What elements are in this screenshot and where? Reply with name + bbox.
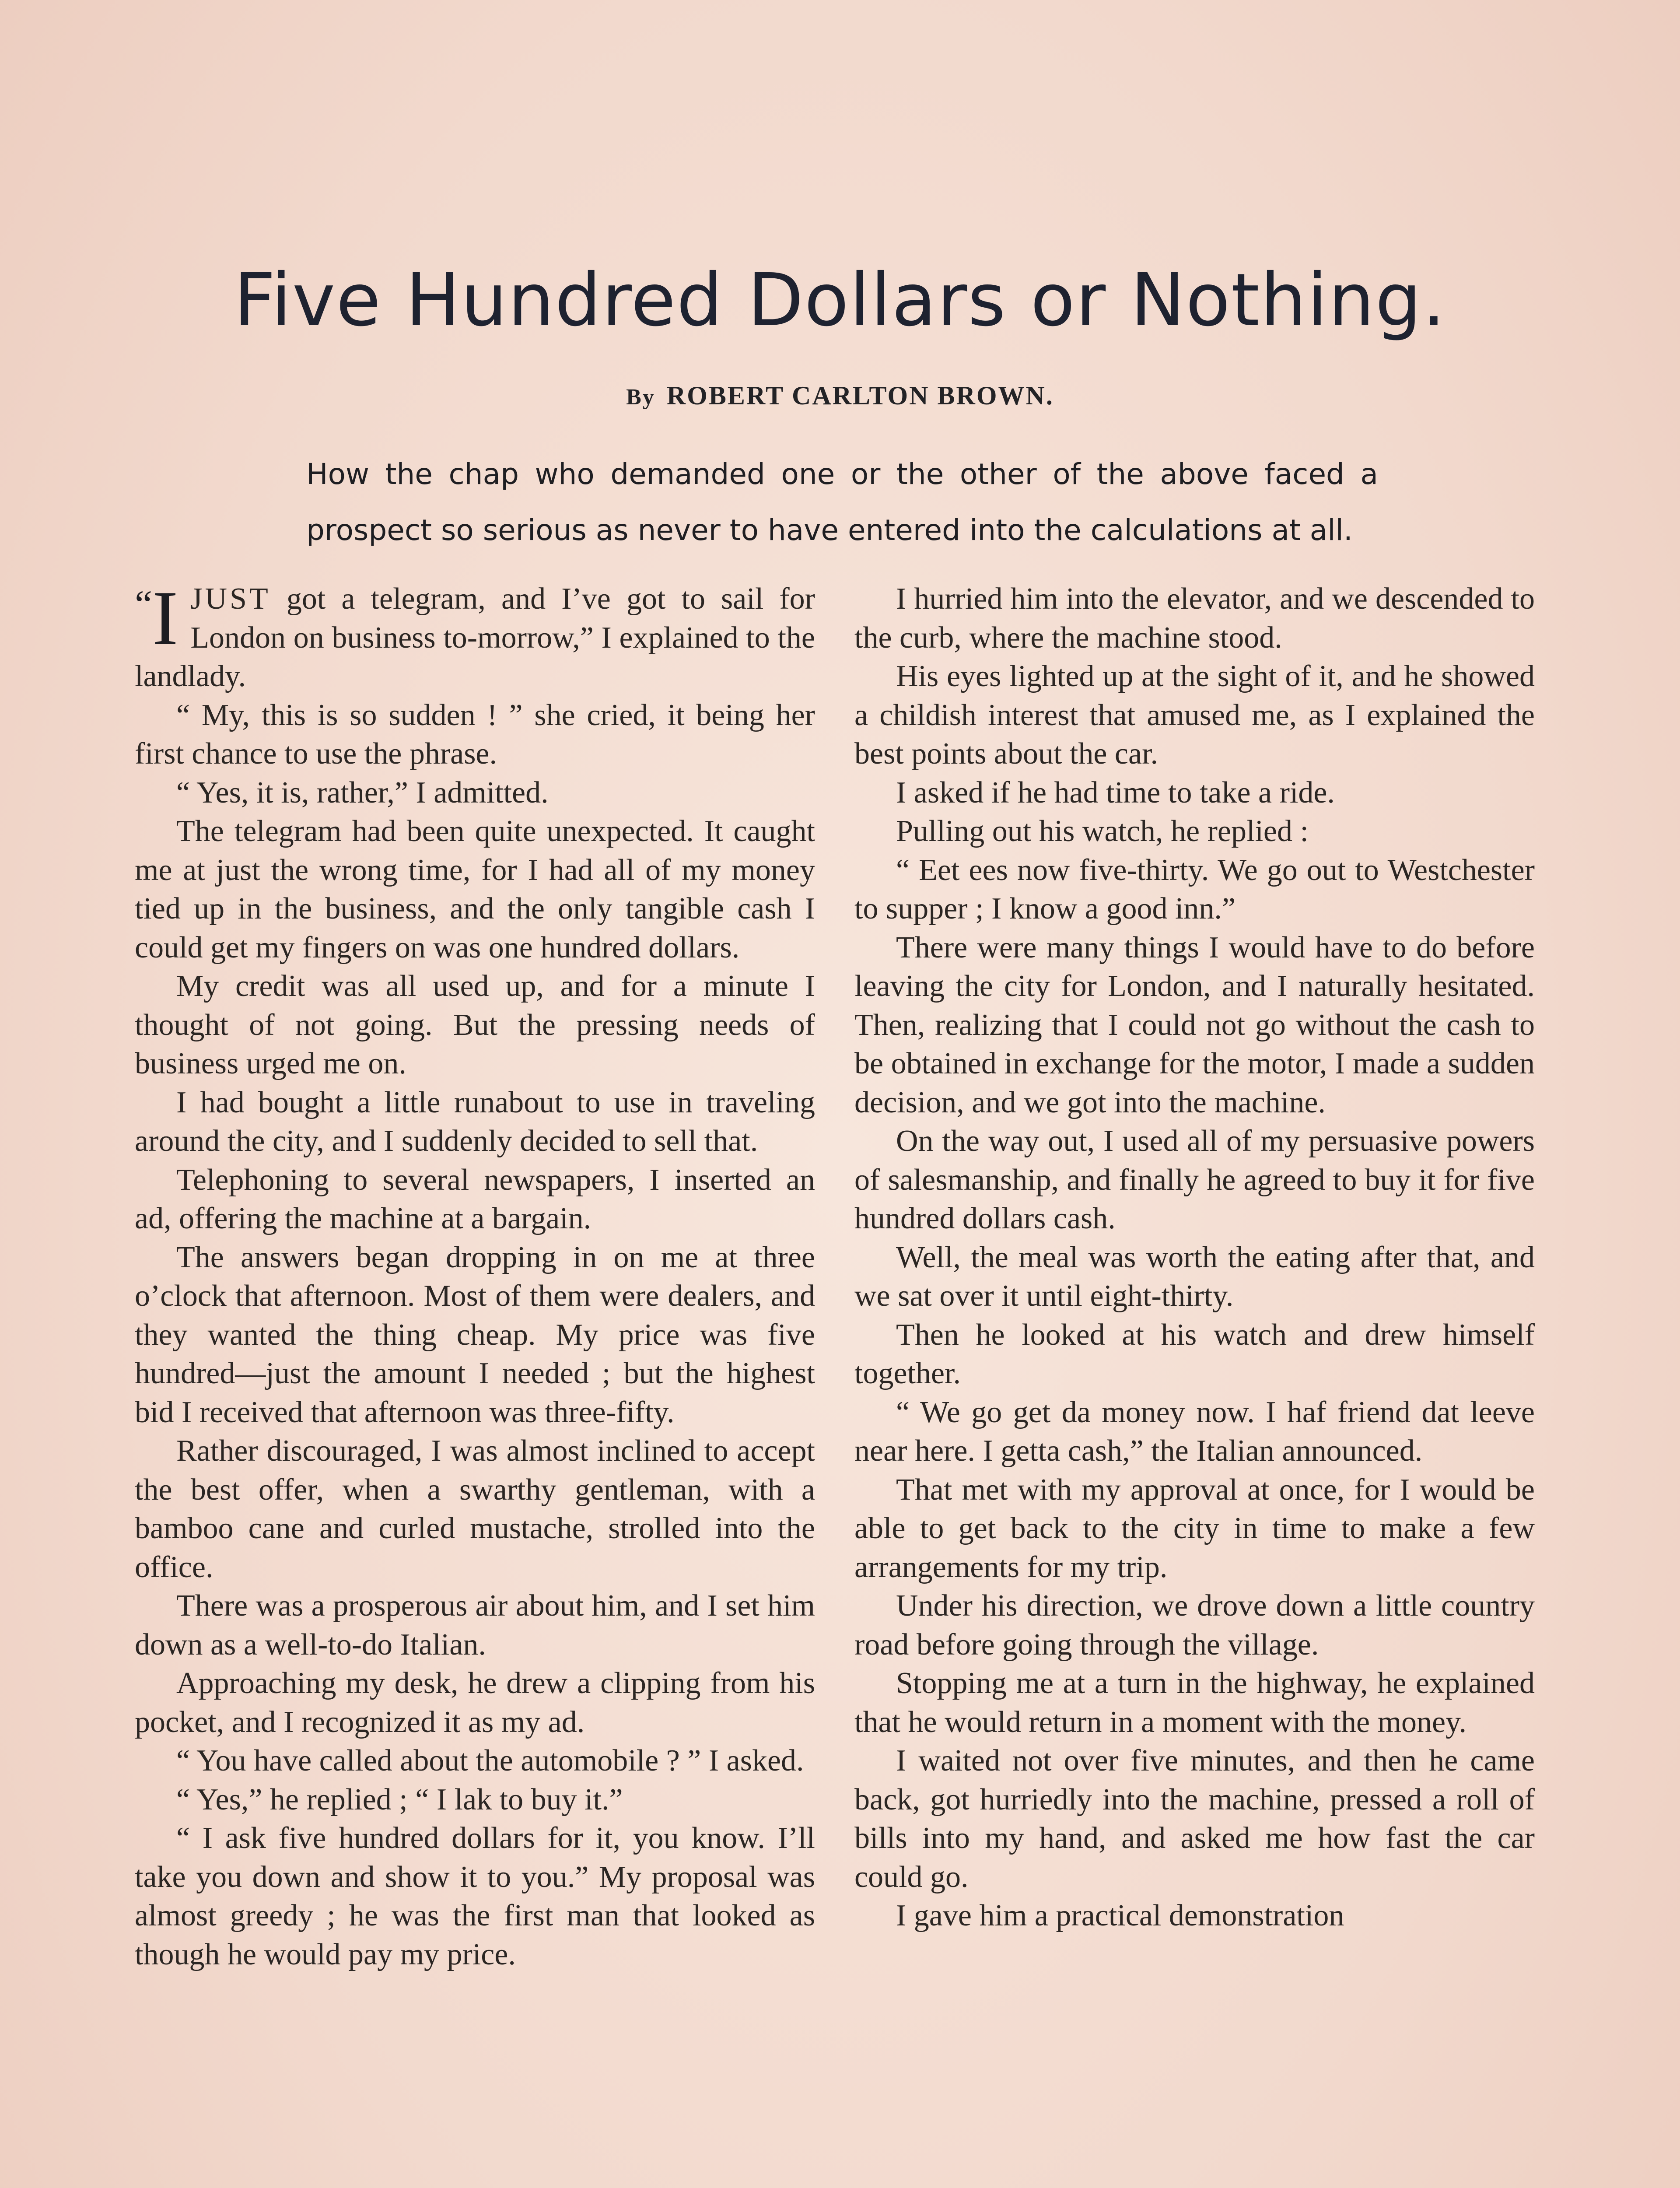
paragraph: “ Yes,” he replied ; “ I lak to buy it.” [176, 1782, 623, 1816]
byline-prefix: By [626, 385, 655, 410]
paragraph: I asked if he had time to take a ride. [896, 775, 1335, 810]
opening-text: got a telegram, and I’ve got to sail for London on business to-morrow,” I explained to the landlady. [135, 582, 815, 693]
article-deck: How the chap who demanded one or the other of the above faced a prospect so serious as never to have entered into the calculations at all. [306, 457, 1378, 547]
paragraph: Stopping me at a turn in the highway, he explained that he would return in a moment with the money. [854, 1666, 1535, 1739]
paragraph: Approaching my desk, he drew a clipping from his pocket, and I recognized it as my ad. [135, 1666, 815, 1739]
paragraph: The answers began dropping in on me at three o’clock that afternoon. Most of them were dealers, and they wanted the thing cheap. My price was five hundred—just the amount I needed ; but the highest bid I received that afternoon was three-fifty. [135, 1240, 815, 1429]
paragraph: I waited not over five minutes, and then he came back, got hurriedly into the machine, pressed a roll of bills into my hand, and asked me how fast the car could go. [854, 1744, 1535, 1894]
paragraph: On the way out, I used all of my persuasive powers of salesmanship, and finally he agreed to buy it for five hundred dollars cash. [854, 1124, 1535, 1235]
paragraph: Then he looked at his watch and drew himself together. [854, 1318, 1535, 1390]
paragraph: Well, the meal was worth the eating after that, and we sat over it until eight-thirty. [854, 1240, 1535, 1313]
left-column [135, 575, 815, 1974]
drop-cap-quote: “ [135, 583, 152, 626]
article-title: Five Hundred Dollars or Nothing. [234, 258, 1446, 343]
paragraph: “ My, this is so sudden ! ” she cried, it being her first chance to use the phrase. [135, 698, 815, 771]
paragraph: Under his direction, we drove down a little country road before going through the village. [854, 1589, 1535, 1662]
paragraph: I had bought a little runabout to use in traveling around the city, and I suddenly decided to sell that. [135, 1085, 815, 1158]
paragraph: That met with my approval at once, for I would be able to get back to the city in time to make a few arrangements for my trip. [854, 1473, 1535, 1584]
paragraph: “ We go get da money now. I haf friend dat leeve near here. I getta cash,” the Italian announced. [854, 1395, 1535, 1468]
paragraph: There were many things I would have to do before leaving the city for London, and I naturally hesitated. Then, realizing that I could not go without the cash to be obtained in exchange for the motor, I made a sudden decision, and we got into the machine. [854, 930, 1535, 1119]
paragraph: My credit was all used up, and for a minute I thought of not going. But the pressing needs of business urged me on. [135, 969, 815, 1080]
paragraph: Rather discouraged, I was almost inclined to accept the best offer, when a swarthy gentleman, with a bamboo cane and curled mustache, strolled into the office. [135, 1434, 815, 1584]
paragraph: His eyes lighted up at the sight of it, and he showed a childish interest that amused me, as I explained the best points about the car. [854, 659, 1535, 771]
paragraph: There was a prosperous air about him, and I set him down as a well-to-do Italian. [135, 1589, 815, 1662]
right-column [854, 580, 1535, 1936]
paragraph: “ Eet ees now five-thirty. We go out to Westchester to supper ; I know a good inn.” [854, 853, 1535, 926]
drop-cap [135, 575, 178, 661]
paragraph: “ I ask five hundred dollars for it, you know. I’ll take you down and show it to you.” My proposal was almost greedy ; he was the first man that looked as though he would pay my price. [135, 1821, 815, 1971]
opening-words: JUST [190, 582, 271, 616]
byline [0, 381, 1680, 411]
paragraph: Pulling out his watch, he replied : [896, 814, 1309, 848]
opening-paragraph [135, 575, 815, 696]
paragraph: The telegram had been quite unexpected. It caught me at just the wrong time, for I had all of my money tied up in the business, and the only tangible cash I could get my fingers on was one hundred dollars. [135, 814, 815, 964]
drop-cap-letter: I [152, 575, 178, 661]
paragraph: I gave him a practical demonstration [896, 1899, 1344, 1932]
paragraph: Telephoning to several newspapers, I inserted an ad, offering the machine at a bargain. [135, 1163, 815, 1235]
paragraph: “ You have called about the automobile ? ” I asked. [176, 1744, 804, 1778]
paragraph: “ Yes, it is, rather,” I admitted. [176, 775, 549, 810]
paragraph: I hurried him into the elevator, and we descended to the curb, where the machine stood. [854, 582, 1535, 655]
author-name: ROBERT CARLTON BROWN. [666, 381, 1054, 410]
